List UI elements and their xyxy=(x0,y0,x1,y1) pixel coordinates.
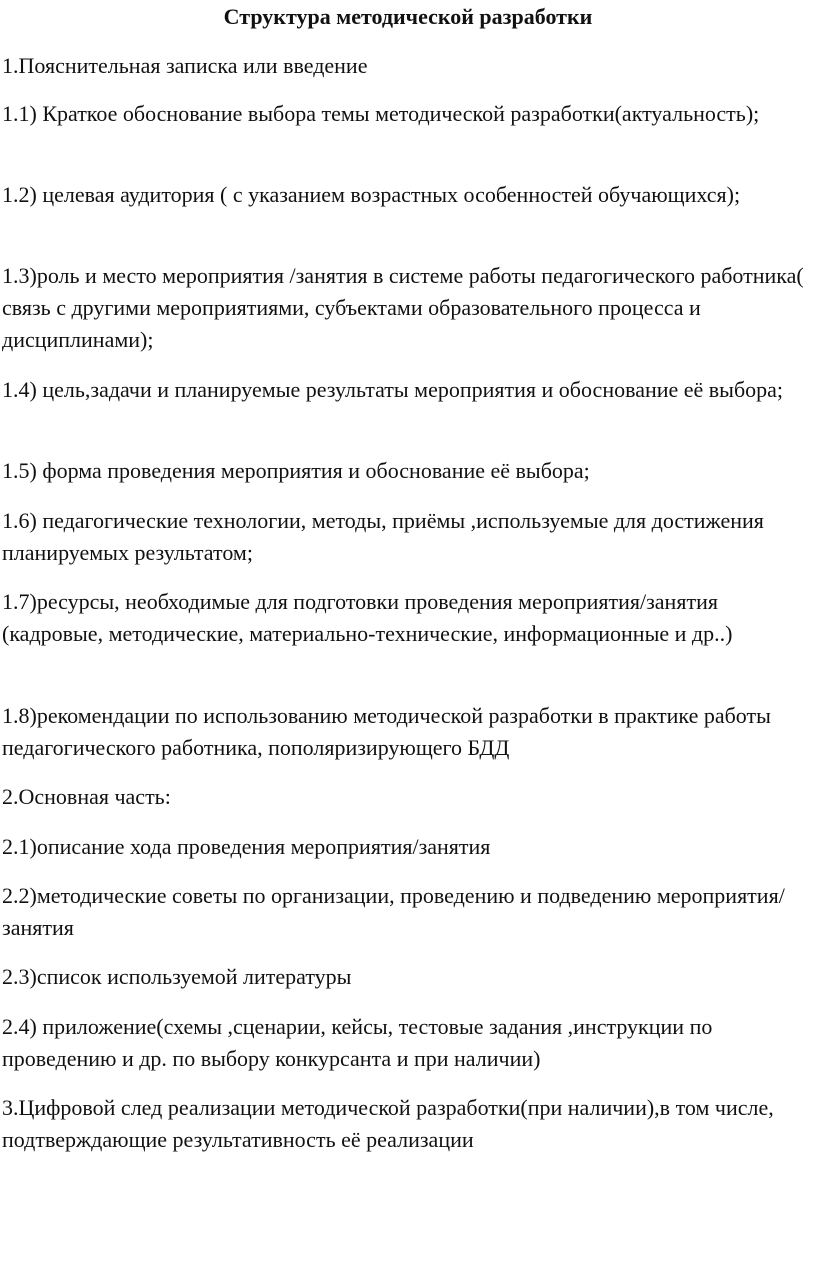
item-1-5-form: 1.5) форма проведения мероприятия и обоснование её выбора; xyxy=(2,458,590,483)
document-title: Структура методической разработки xyxy=(223,4,593,29)
item-2-1-description: 2.1)описание хода проведения мероприятия/занятия xyxy=(2,834,491,859)
item-1-1-relevance: 1.1) Краткое обоснование выбора темы методической разработки(актуальность); xyxy=(2,101,760,126)
section-2-main-part: 2.Основная часть: xyxy=(2,784,171,809)
item-2-3-literature: 2.3)список используемой литературы xyxy=(2,964,352,989)
section-3-digital-trace: 3.Цифровой след реализации методической разработки(при наличии),в том числе, подтверждающие результативность её реализации xyxy=(2,1095,774,1152)
item-1-8-recommendations: 1.8)рекомендации по использованию методической разработки в практике работы педагогического работника, пополяризирующего БДД xyxy=(2,703,771,760)
item-2-2-advice: 2.2)методические советы по организации, проведению и подведению мероприятия/занятия xyxy=(2,883,785,940)
item-1-6-technologies: 1.6) педагогические технологии, методы, приёмы ,используемые для достижения планируемых результатом; xyxy=(2,508,764,565)
item-2-4-appendix: 2.4) приложение(схемы ,сценарии, кейсы, тестовые задания ,инструкции по проведению и др. по выбору конкурсанта и при наличии) xyxy=(2,1014,713,1071)
item-1-7-resources: 1.7)ресурсы, необходимые для подготовки проведения мероприятия/занятия (кадровые, методические, материально-технические, информационные и др..) xyxy=(2,589,733,646)
item-1-2-target-audience: 1.2) целевая аудитория ( с указанием возрастных особенностей обучающихся); xyxy=(2,182,741,207)
section-1-introduction: 1.Пояснительная записка или введение xyxy=(2,53,368,78)
item-1-3-role-and-place: 1.3)роль и место мероприятия /занятия в системе работы педагогического работника( связь с другими мероприятиями, субъектами образовательного процесса и дисциплинами); xyxy=(2,263,804,352)
item-1-4-goals: 1.4) цель,задачи и планируемые результаты мероприятия и обоснование её выбора; xyxy=(2,377,784,402)
